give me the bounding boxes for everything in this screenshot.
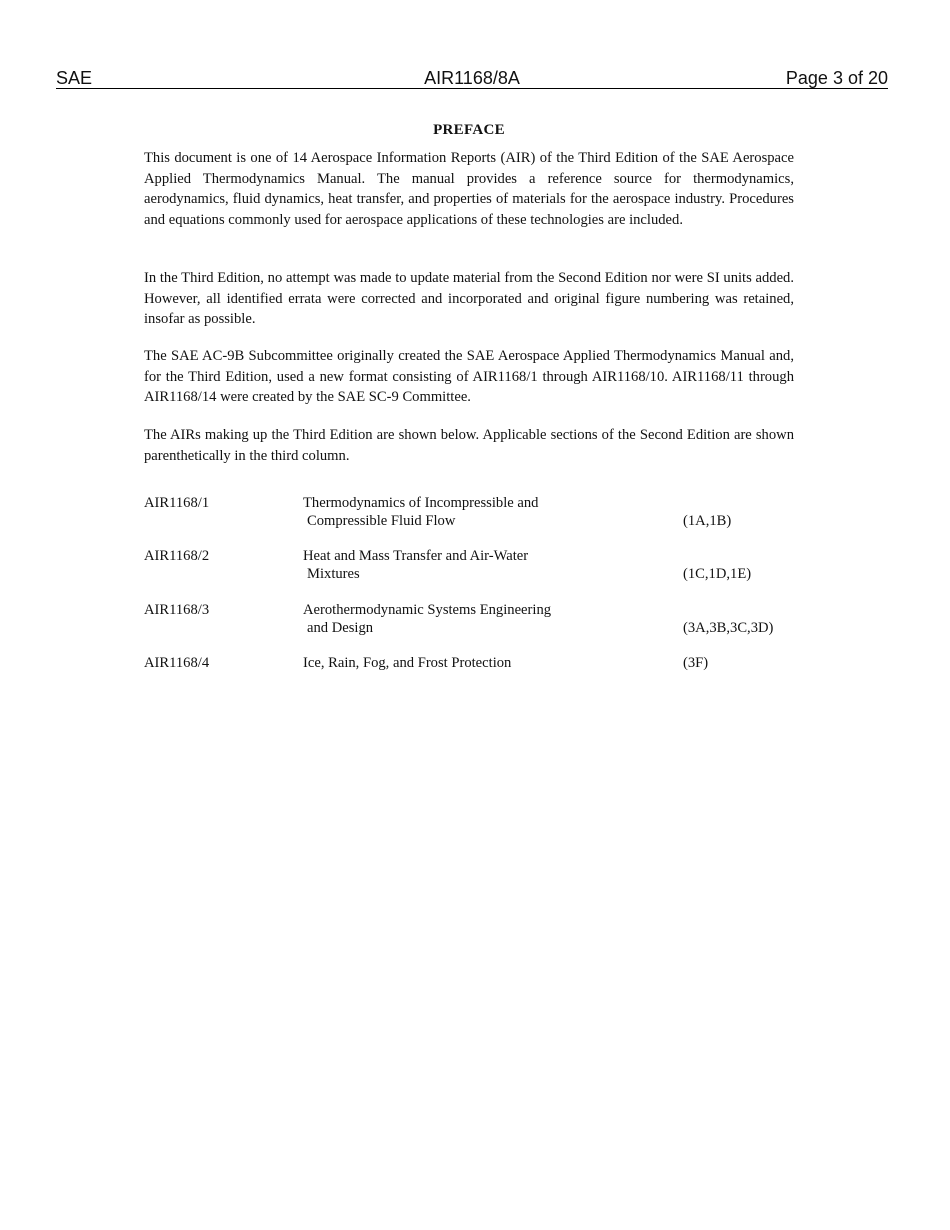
preface-paragraph-1: This document is one of 14 Aerospace Information Reports (AIR) of the Third Edition of the SAE Aerospace Applied Thermodynamics Manual. The manual provides a reference source for thermodynamics, aerodynamics, fluid dynamics, heat transfer, and properties of materials for the aerospace industry. Procedures and equations commonly used for aerospace applications of these technologies are included.	[144, 150, 794, 228]
air-sections: (3F)	[683, 655, 709, 671]
air-title-line-1: Heat and Mass Transfer and Air-Water	[303, 548, 529, 564]
header-document-number: AIR1168/8A	[424, 68, 520, 88]
preface-paragraph-2: In the Third Edition, no attempt was made to update material from the Second Edition nor were SI units added. However, all identified errata were corrected and incorporated and original figure numbering was retained, insofar as possible.	[144, 270, 794, 328]
page-header	[56, 68, 888, 89]
air-title-line-1: Thermodynamics of Incompressible and	[303, 495, 539, 511]
air-title-line-2: Mixtures	[307, 566, 360, 582]
air-title	[303, 547, 623, 583]
air-title-line-2: and Design	[307, 620, 374, 636]
air-sections: (3A,3B,3C,3D)	[683, 620, 774, 636]
air-code: AIR1168/4	[144, 655, 210, 671]
air-code: AIR1168/1	[144, 495, 210, 511]
air-title	[303, 601, 623, 637]
header-page-number: Page 3 of 20	[785, 68, 888, 88]
air-title	[303, 654, 623, 672]
air-code: AIR1168/2	[144, 548, 210, 564]
air-code: AIR1168/3	[144, 602, 210, 618]
preface-paragraph-3: The SAE AC-9B Subcommittee originally created the SAE Aerospace Applied Thermodynamics Manual and, for the Third Edition, used a new format consisting of AIR1168/1 through AIR1168/10. AIR1168/11 through AIR1168/14 were created by the SAE SC-9 Committee.	[144, 348, 794, 406]
air-sections: (1A,1B)	[683, 513, 732, 529]
preface-paragraph-4: The AIRs making up the Third Edition are shown below. Applicable sections of the Second Edition are shown parenthetically in the third column.	[144, 427, 794, 464]
air-sections: (1C,1D,1E)	[683, 566, 752, 582]
header-organization: SAE	[56, 68, 93, 88]
air-title-line-2: Compressible Fluid Flow	[307, 513, 456, 529]
air-title	[303, 494, 623, 530]
air-title-line-1: Aerothermodynamic Systems Engineering	[303, 602, 552, 618]
air-title-line-1: Ice, Rain, Fog, and Frost Protection	[303, 655, 512, 671]
page-title: PREFACE	[433, 122, 505, 138]
